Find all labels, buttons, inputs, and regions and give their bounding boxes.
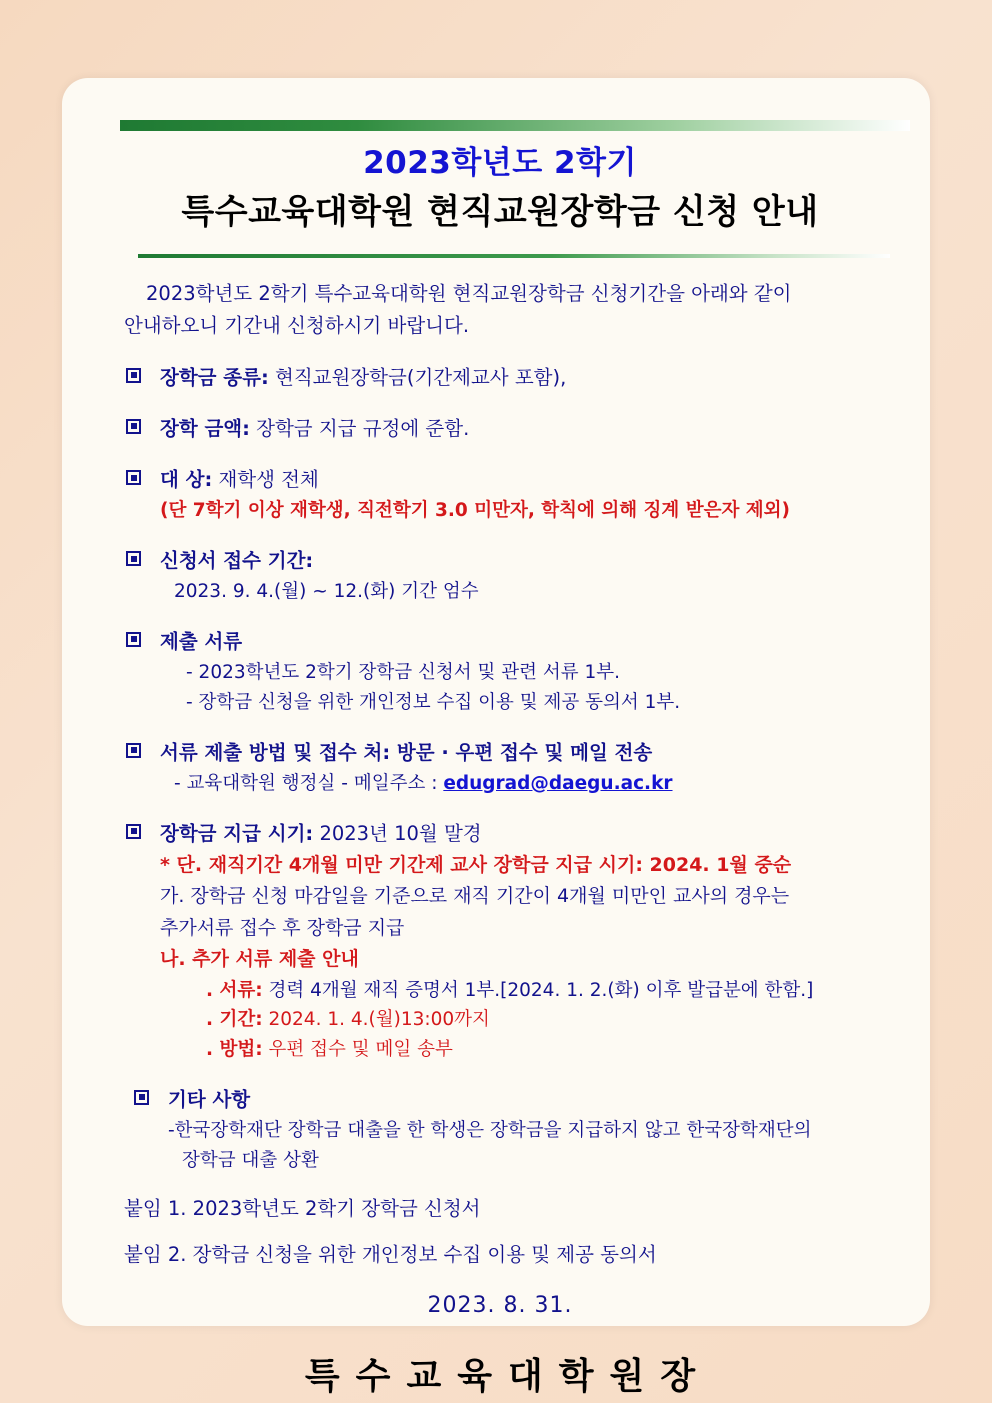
item-sub-line: -한국장학재단 장학금 대출을 한 학생은 장학금을 지급하지 않고 한국장학재단의 (168, 1120, 812, 1142)
intro-line-1: 2023학년도 2학기 특수교육대학원 현직교원장학금 신청기간을 아래와 같이 (146, 282, 792, 306)
item-na-method (160, 1036, 880, 1064)
header-rule-top (120, 120, 910, 131)
email-link[interactable]: edugrad@daegu.ac.kr (443, 772, 673, 794)
submit-prefix-text: - 교육대학원 행정실 - 메일주소 : (174, 772, 444, 794)
item-label: 서류 제출 방법 및 접수 처: 방문 · 우편 접수 및 메일 전송 (160, 740, 653, 764)
list-item (120, 546, 880, 606)
na-term-label: . 기간: (206, 1009, 263, 1031)
title-block (120, 131, 880, 242)
attachment-line: 붙임 1. 2023학년도 2학기 장학금 신청서 (124, 1196, 481, 1220)
item-label: 장학금 지급 시기: (160, 821, 314, 845)
item-sub-line: - 장학금 신청을 위한 개인정보 수집 이용 및 제공 동의서 1부. (186, 691, 681, 713)
intro-line-2: 안내하오니 기간내 신청하시기 바랍니다. (124, 314, 470, 338)
item-sub-line: - 2023학년도 2학기 장학금 신청서 및 관련 서류 1부. (186, 662, 621, 684)
item-na-doc (160, 977, 880, 1005)
item-value: 2023년 10월 말경 (313, 821, 482, 845)
intro-paragraph (124, 278, 880, 341)
document-date: 2023. 8. 31. (427, 1292, 573, 1318)
item-value: 재학생 전체 (212, 468, 319, 492)
na-term-value: 2024. 1. 4.(월)13:00까지 (262, 1009, 490, 1031)
list-item (128, 1085, 880, 1175)
item-label: 제출 서류 (160, 629, 243, 653)
document-signer: 특수교육대학원장 (304, 1355, 712, 1397)
item-sub-line: 장학금 대출 상환 (182, 1149, 319, 1171)
square-bullet-icon (126, 743, 141, 758)
na-doc-value: 경력 4개월 재직 증명서 1부.[2024. 1. 2.(화) 이후 발급분에 한함.] (262, 979, 814, 1001)
item-red-note: (단 7학기 이상 재학생, 직전학기 3.0 미만자, 학칙에 의해 징계 받은자 제외) (160, 500, 790, 522)
na-method-value: 우편 접수 및 메일 송부 (262, 1039, 453, 1061)
header-rule-bottom (138, 254, 890, 258)
list-item (120, 819, 880, 1064)
document-title-line1: 2023학년도 2학기 (363, 145, 637, 181)
document-title-line2: 특수교육대학원 현직교원장학금 신청 안내 (181, 191, 819, 232)
item-red-star-note: * 단. 재직기간 4개월 미만 기간제 교사 장학금 지급 시기: 2024. 1월 중순 (160, 853, 792, 876)
item-sub-line: 2023. 9. 4.(월) ~ 12.(화) 기간 엄수 (174, 581, 479, 603)
item-label: 신청서 접수 기간: (160, 549, 314, 572)
square-bullet-icon (126, 824, 141, 839)
list-item (120, 363, 880, 393)
square-bullet-icon (126, 551, 141, 566)
document-page (62, 78, 930, 1397)
square-bullet-icon (126, 632, 141, 647)
item-label: 장학 금액: (160, 416, 250, 440)
list-item (120, 465, 880, 525)
item-value: 장학금 지급 규정에 준함. (249, 416, 470, 440)
item-sub-line (160, 770, 880, 798)
item-label: 대 상: (160, 468, 213, 492)
document-body (120, 120, 880, 1399)
list-item (120, 627, 880, 717)
list-item (120, 414, 880, 444)
attachment-line: 붙임 2. 장학금 신청을 위한 개인정보 수집 이용 및 제공 동의서 (124, 1242, 657, 1266)
na-method-label: . 방법: (206, 1039, 263, 1061)
na-doc-label: . 서류: (206, 979, 263, 1001)
item-ga-line1: 가. 장학금 신청 마감일을 기준으로 재직 기간이 4개월 미만인 교사의 경우는 (160, 885, 790, 908)
item-label: 기타 사항 (168, 1087, 251, 1111)
item-na-term (160, 1006, 880, 1034)
item-ga-line2: 추가서류 접수 후 장학금 지급 (160, 916, 405, 939)
square-bullet-icon (126, 470, 141, 485)
item-value: 현직교원장학금(기간제교사 포함), (268, 365, 567, 389)
item-label: 장학금 종류: (160, 365, 269, 389)
square-bullet-icon (126, 368, 141, 383)
list-item (120, 738, 880, 798)
square-bullet-icon (134, 1090, 149, 1105)
square-bullet-icon (126, 419, 141, 434)
item-na-heading: 나. 추가 서류 제출 안내 (160, 948, 359, 971)
